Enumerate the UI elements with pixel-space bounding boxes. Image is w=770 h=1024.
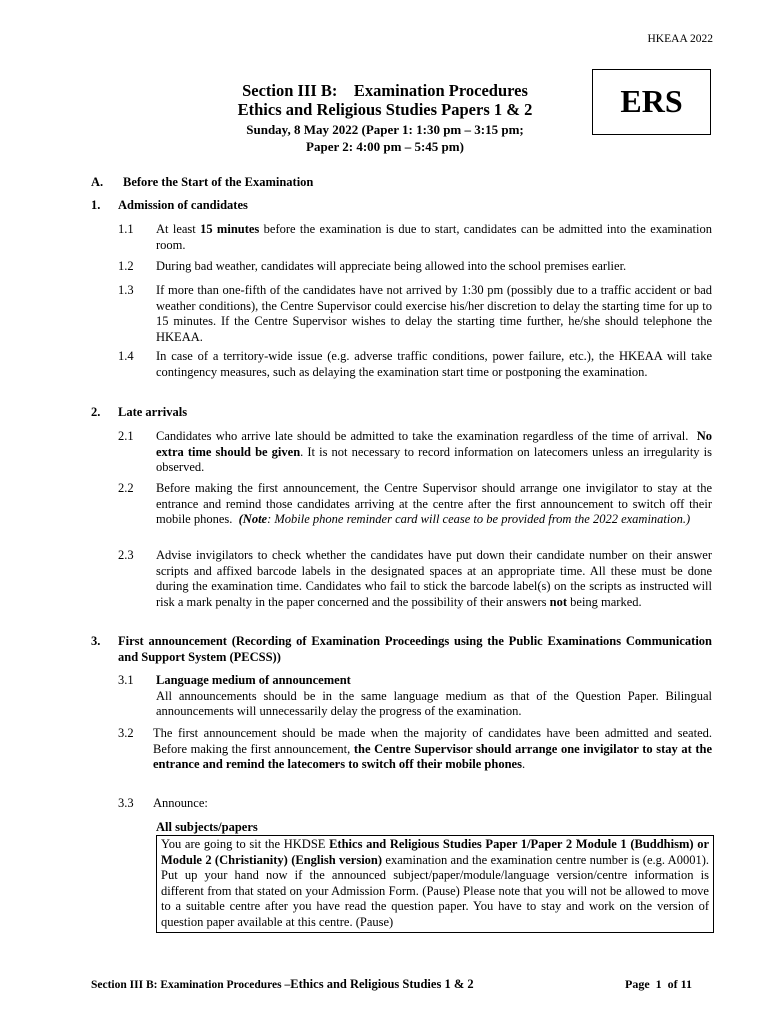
- item-2-2: [118, 481, 716, 528]
- item-number: 1.2: [118, 259, 134, 273]
- item-number: 2.2: [118, 481, 134, 495]
- item-number: 1.3: [118, 283, 134, 297]
- item-body: [156, 481, 716, 528]
- title-date-line-2: Paper 2: 4:00 pm – 5:45 pm): [306, 139, 464, 154]
- item-number: 3.2: [118, 726, 134, 740]
- all-subjects-heading: All subjects/papers: [156, 820, 258, 834]
- text-run: At least: [156, 222, 201, 236]
- item-body: [156, 548, 712, 610]
- section-3-number: 3.: [91, 634, 101, 648]
- item-number: 3.1: [118, 673, 134, 687]
- item-body: In case of a territory-wide issue (e.g. adverse traffic conditions, power failure, etc.), the HKEAA will take contingency measures, such as delaying the examination start time or postponing the examination.: [156, 349, 712, 379]
- item-body: Announce:: [153, 796, 208, 810]
- text-run: Candidates who arrive late should be admitted to take the examination regardless of the time of arrival.: [156, 429, 697, 443]
- footer-text: Section III B: Examination Procedures –: [91, 979, 291, 991]
- title-line-1: Section III B: Examination Procedures: [242, 81, 528, 100]
- item-body: [156, 222, 712, 253]
- item-1-2: [118, 259, 712, 275]
- item-2-1: [118, 429, 712, 476]
- section-a-label: A.: [91, 175, 104, 189]
- footer-subject: Ethics and Religious Studies 1 & 2: [290, 977, 474, 991]
- document-title: [180, 81, 590, 155]
- item-body: [153, 726, 712, 773]
- item-text: All announcements should be in the same language medium as that of the Question Paper. Bilingual announcements will unnecessarily delay the progress of the examination.: [156, 688, 712, 718]
- title-date-line-1: Sunday, 8 May 2022 (Paper 1: 1:30 pm – 3:15 pm;: [246, 122, 524, 137]
- item-body: [156, 429, 712, 476]
- text-run: .: [521, 757, 526, 771]
- item-body: If more than one-fifth of the candidates have not arrived by 1:30 pm (possibly due to a traffic accident or bad weather conditions), the Centre Supervisor could exercise his/her discretion to delay the starting time for up to 15 minutes. If the Centre Supervisor wishes to delay the starting time further, he/she should telephone the HKEAA.: [156, 283, 712, 344]
- item-number: 2.1: [118, 429, 134, 443]
- subject-code-box: ERS: [592, 69, 711, 135]
- item-1-3: [118, 283, 712, 345]
- item-number: 1.4: [118, 349, 134, 363]
- item-body: During bad weather, candidates will appreciate being allowed into the school premises earlier.: [156, 259, 627, 273]
- section-3-title: First announcement (Recording of Examination Proceedings using the Public Examinations Communication and Support System (PECSS)): [118, 634, 712, 664]
- text-run: The first announcement should be made when the majority of candidates have been admitted and seated. Before making the first announcement,: [153, 726, 712, 756]
- page-number: Page 1 of 11: [625, 977, 692, 991]
- bold-run: not: [549, 594, 568, 609]
- section-2-number: 2.: [91, 405, 101, 419]
- item-2-3: [118, 548, 712, 610]
- item-3-3: [118, 796, 712, 812]
- section-1-title: Admission of candidates: [118, 198, 248, 212]
- text-run: examination and the examination centre number is (e.g. A0001). Put up your hand now if the announced subject/paper/module/language version/centre information is different from that stated on your Admission Form. (Pause) Please note that you will not be allowed to move to a suitable centre after you have read the question paper. You have to stay and work on the version of question paper available at this centre. (Pause): [161, 852, 709, 929]
- item-number: 3.3: [118, 796, 134, 810]
- text-run: being marked.: [567, 594, 642, 609]
- text-run: Advise invigilators to check whether the candidates have put down their candidate number on their answer scripts and affixed barcode labels in the designated spaces at an appropriate time. All these must be done during the examination time. Candidates who fail to stick the barcode label(s) on the scripts as instructed will risk a mark penalty in the paper concerned and the possibility of their answers: [156, 548, 712, 609]
- item-number: 2.3: [118, 548, 134, 562]
- bold-italic-run: (Note: [238, 512, 268, 526]
- text-run: You are going to sit the HKDSE: [161, 837, 330, 851]
- item-3-2: [118, 726, 712, 773]
- footer-section-title: [91, 977, 474, 994]
- bold-run: the Centre Supervisor should arrange one invigilator to stay at the entrance and remind the latecomers to switch off their mobile phones: [153, 741, 712, 771]
- announcement-box: [156, 835, 714, 933]
- bold-run: Ethics and Religious Studies Paper 1/Paper 2 Module 1 (Buddhism) or Module 2 (Christianity) (English version): [161, 837, 710, 867]
- item-heading: Language medium of announcement: [156, 673, 351, 687]
- item-1-4: [118, 349, 712, 380]
- bold-run: 15 minutes: [200, 222, 260, 236]
- section-a-title: Before the Start of the Examination: [123, 175, 314, 189]
- bold-run: No extra time should be given: [156, 429, 712, 459]
- title-line-2: Ethics and Religious Studies Papers 1 & 2: [237, 100, 533, 119]
- item-1-1: [118, 222, 712, 253]
- section-2-title: Late arrivals: [118, 405, 188, 419]
- header-org-year: HKEAA 2022: [647, 33, 713, 45]
- item-3-1: [118, 673, 712, 720]
- text-run: . It is not necessary to record information on latecomers unless an irregularity is observed.: [156, 444, 712, 474]
- section-a-heading: [91, 175, 313, 191]
- item-body: [156, 673, 712, 720]
- text-run: before the examination is due to start, candidates can be admitted into the examination room.: [156, 222, 712, 252]
- text-run: Before making the first announcement, the Centre Supervisor should arrange one invigilator to stay at the entrance and remind those candidates arriving at the centre after the first announcement to switch off their mobile phones.: [156, 481, 716, 526]
- item-number: 1.1: [118, 222, 134, 236]
- italic-run: : Mobile phone reminder card will cease to be provided from the 2022 examination.): [267, 512, 691, 526]
- section-1-number: 1.: [91, 198, 101, 212]
